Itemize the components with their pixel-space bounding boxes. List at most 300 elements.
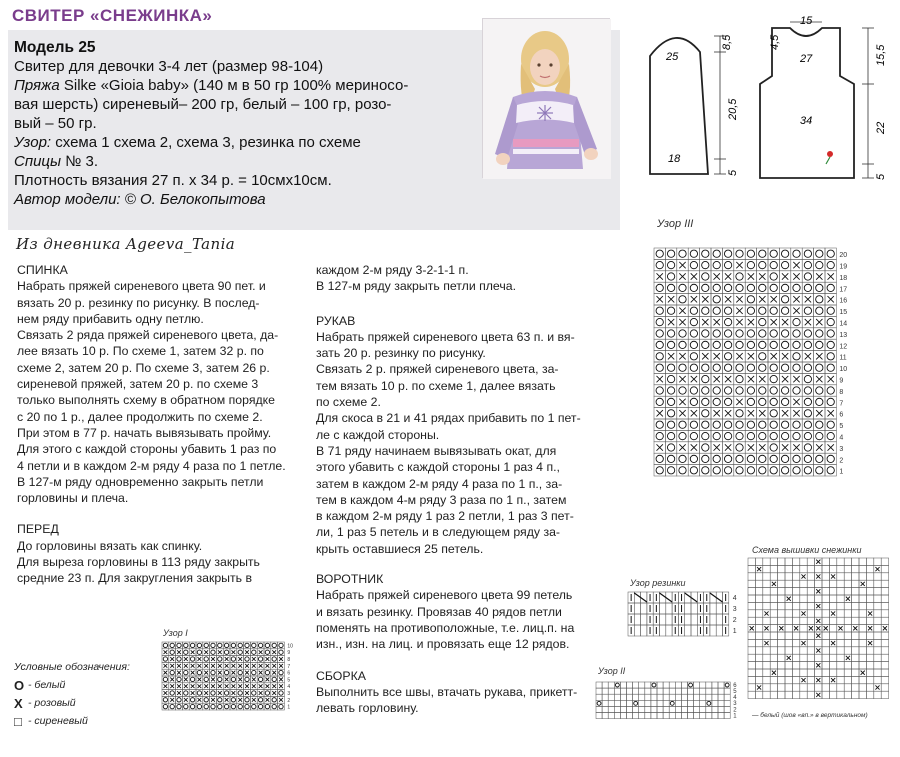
- pink-stitch-mark: [883, 626, 887, 630]
- white-stitch-mark: [781, 250, 788, 257]
- white-stitch-mark: [224, 643, 228, 647]
- grid-cell: [859, 573, 866, 580]
- grid-cell: [657, 700, 663, 706]
- pink-stitch-mark: [238, 664, 242, 668]
- grid-cell: [866, 647, 873, 654]
- pink-stitch-mark: [828, 410, 834, 416]
- text-line: вязать 20 р. резинку по рисунку. В послед-: [17, 295, 260, 310]
- grid-cell: [614, 700, 620, 706]
- grid-cell: [807, 588, 814, 595]
- grid-cell: [688, 694, 694, 700]
- pink-stitch-mark: [748, 353, 754, 359]
- white-stitch-mark: [204, 643, 208, 647]
- row-number-label: 2: [732, 617, 737, 624]
- pink-stitch-mark: [197, 677, 201, 681]
- grid-cell: [859, 617, 866, 624]
- pink-stitch-mark: [748, 273, 754, 279]
- grid-cell: [763, 662, 770, 669]
- white-stitch-mark: [238, 704, 242, 708]
- needles-label: Спицы: [14, 153, 62, 170]
- snowflake-note: — белый (шов «вп.» в вертикальном): [752, 712, 868, 719]
- pink-stitch-mark: [805, 353, 811, 359]
- white-stitch-mark: [679, 250, 686, 257]
- grid-cell: [770, 676, 777, 683]
- pink-stitch-mark: [782, 410, 788, 416]
- grid-cell: [763, 588, 770, 595]
- grid-cell: [602, 706, 608, 712]
- grid-cell: [688, 688, 694, 694]
- sleeve-length-dim: 20,5: [727, 98, 739, 120]
- white-stitch-mark: [747, 467, 754, 474]
- grid-cell: [614, 688, 620, 694]
- text-line: Набрать пряжей сиреневого цвета 90 пет. и: [17, 279, 266, 294]
- grid-cell: [663, 713, 669, 719]
- width-dim: 34: [800, 115, 813, 127]
- pink-stitch-mark: [191, 691, 195, 695]
- grid-cell: [770, 625, 777, 632]
- grid-cell: [778, 662, 785, 669]
- model-label: Модель 25: [14, 39, 96, 56]
- grid-cell: [748, 684, 755, 691]
- white-stitch-mark: [747, 250, 754, 257]
- white-stitch-mark: [690, 432, 697, 439]
- row-number-label: 4: [733, 695, 737, 702]
- grid-cell: [852, 588, 859, 595]
- grid-cell: [881, 676, 888, 683]
- grid-cell: [881, 558, 888, 565]
- white-stitch-mark: [724, 398, 731, 405]
- white-stitch-mark: [702, 375, 709, 382]
- white-stitch-mark: [656, 387, 663, 394]
- grid-cell: [666, 614, 672, 625]
- text-line: горловины и плеча.: [17, 491, 129, 506]
- pink-stitch-mark: [218, 650, 222, 654]
- grid-cell: [852, 684, 859, 691]
- grid-cell: [657, 713, 663, 719]
- grid-cell: [837, 669, 844, 676]
- pink-stitch-mark: [824, 626, 828, 630]
- white-stitch-mark: [713, 284, 720, 291]
- grid-cell: [866, 691, 873, 698]
- white-stitch-mark: [793, 341, 800, 348]
- grid-cell: [822, 602, 829, 609]
- grid-cell: [874, 580, 881, 587]
- pink-stitch-mark: [211, 664, 215, 668]
- white-stitch-mark: [690, 330, 697, 337]
- white-stitch-mark: [770, 455, 777, 462]
- pink-stitch-mark: [679, 444, 685, 450]
- pink-stitch-mark: [868, 641, 872, 645]
- grid-cell: [829, 617, 836, 624]
- pink-stitch-mark: [163, 650, 167, 654]
- grid-cell: [881, 617, 888, 624]
- grid-cell: [639, 688, 645, 694]
- grid-cell: [852, 595, 859, 602]
- grid-cell: [645, 713, 651, 719]
- grid-cell: [859, 647, 866, 654]
- pink-stitch-mark: [736, 262, 742, 268]
- white-stitch-mark: [265, 691, 269, 695]
- white-stitch-mark: [827, 364, 834, 371]
- grid-cell: [785, 617, 792, 624]
- grid-cell: [770, 588, 777, 595]
- white-stitch-mark: [724, 353, 731, 360]
- body-schematic: [756, 14, 894, 188]
- white-stitch-mark: [656, 455, 663, 462]
- pink-stitch-mark: [875, 567, 879, 571]
- pink-stitch-mark: [782, 273, 788, 279]
- white-stitch-mark: [702, 398, 709, 405]
- grid-cell: [800, 595, 807, 602]
- sleeve-text: [316, 329, 606, 557]
- grid-cell: [778, 558, 785, 565]
- pink-stitch-mark: [225, 664, 229, 668]
- grid-cell: [645, 694, 651, 700]
- white-stitch-mark: [759, 455, 766, 462]
- pink-stitch-mark: [177, 691, 181, 695]
- grid-cell: [748, 676, 755, 683]
- sleeve-schematic: [636, 16, 746, 188]
- pink-stitch-mark: [191, 671, 195, 675]
- grid-cell: [792, 669, 799, 676]
- grid-cell: [645, 688, 651, 694]
- white-stitch-mark: [804, 273, 811, 280]
- white-stitch-mark: [713, 398, 720, 405]
- left-column: [17, 262, 302, 587]
- grid-cell: [844, 588, 851, 595]
- white-stitch-mark: [597, 701, 601, 705]
- white-stitch-mark: [265, 650, 269, 654]
- white-stitch-mark: [713, 330, 720, 337]
- grid-cell: [718, 700, 724, 706]
- white-stitch-mark: [747, 455, 754, 462]
- grid-cell: [778, 691, 785, 698]
- pink-stitch-mark: [779, 626, 783, 630]
- text-line: каждом 2-м ряду 3-2-1-1 п.: [316, 263, 469, 277]
- white-stitch-mark: [197, 704, 201, 708]
- pink-stitch-mark: [831, 611, 835, 615]
- grid-cell: [822, 580, 829, 587]
- white-stitch-mark: [667, 410, 674, 417]
- grid-cell: [881, 647, 888, 654]
- row-number-label: 6: [287, 670, 291, 677]
- text-line: тем в каждом 4-м ряду 3 раза по 1 п., затем: [316, 492, 567, 507]
- white-stitch-mark: [747, 261, 754, 268]
- pink-stitch-mark: [238, 684, 242, 688]
- white-stitch-mark: [827, 307, 834, 314]
- white-stitch-mark: [804, 387, 811, 394]
- grid-cell: [874, 602, 881, 609]
- grid-cell: [874, 595, 881, 602]
- grid-cell: [866, 602, 873, 609]
- collar-title: ВОРОТНИК: [316, 572, 384, 587]
- grid-cell: [829, 625, 836, 632]
- grid-cell: [881, 639, 888, 646]
- white-stitch-mark: [670, 701, 674, 705]
- grid-cell: [694, 694, 700, 700]
- grid-cell: [844, 639, 851, 646]
- sleeve-bottom-dim: 18: [668, 153, 681, 165]
- white-stitch-mark: [736, 410, 743, 417]
- grid-cell: [822, 676, 829, 683]
- grid-cell: [651, 706, 657, 712]
- white-stitch-mark: [245, 677, 249, 681]
- white-stitch-mark: [747, 284, 754, 291]
- pink-stitch-mark: [736, 296, 742, 302]
- row-number-label: 8: [287, 657, 291, 664]
- grid-cell: [800, 684, 807, 691]
- row-number-label: 10: [287, 643, 293, 650]
- white-stitch-mark: [679, 341, 686, 348]
- white-stitch-mark: [679, 364, 686, 371]
- pink-stitch-mark: [259, 664, 263, 668]
- white-stitch-mark: [679, 296, 686, 303]
- text-line: В 127-м ряду одновременно закрыть петли: [17, 474, 264, 489]
- pink-stitch-mark: [204, 684, 208, 688]
- grid-cell: [645, 706, 651, 712]
- grid-cell: [700, 688, 706, 694]
- grid-cell: [645, 682, 651, 688]
- white-stitch-mark: [656, 364, 663, 371]
- grid-cell: [724, 713, 730, 719]
- grid-cell: [866, 669, 873, 676]
- grid-cell: [852, 676, 859, 683]
- white-stitch-mark: [667, 364, 674, 371]
- white-stitch-mark: [679, 284, 686, 291]
- grid-cell: [807, 602, 814, 609]
- grid-cell: [829, 691, 836, 698]
- white-stitch-mark: [793, 353, 800, 360]
- pink-stitch-mark: [245, 664, 249, 668]
- white-stitch-mark: [702, 307, 709, 314]
- white-stitch-mark: [689, 683, 693, 687]
- row-number-label: 5: [287, 677, 291, 684]
- pink-stitch-mark: [225, 684, 229, 688]
- white-stitch-mark: [667, 398, 674, 405]
- white-stitch-mark: [170, 670, 174, 674]
- white-stitch-mark: [231, 677, 235, 681]
- grid-cell: [815, 684, 822, 691]
- white-stitch-mark: [827, 398, 834, 405]
- white-stitch-mark: [184, 643, 188, 647]
- grid-cell: [859, 654, 866, 661]
- white-stitch-mark: [707, 701, 711, 705]
- grid-cell: [874, 558, 881, 565]
- white-stitch-mark: [634, 701, 638, 705]
- white-stitch-mark: [667, 375, 674, 382]
- grid-cell: [602, 694, 608, 700]
- grid-cell: [800, 580, 807, 587]
- grid-cell: [837, 595, 844, 602]
- white-stitch-mark: [272, 698, 276, 702]
- grid-cell: [694, 706, 700, 712]
- pink-stitch-mark: [759, 376, 765, 382]
- grid-cell: [657, 706, 663, 712]
- grid-cell: [859, 588, 866, 595]
- pink-stitch-mark: [218, 691, 222, 695]
- snowflake-title: Схема вышивки снежинки: [752, 545, 862, 555]
- white-stitch-mark: [690, 455, 697, 462]
- grid-cell: [675, 706, 681, 712]
- grid-cell: [641, 614, 647, 625]
- grid-cell: [681, 713, 687, 719]
- grid-cell: [627, 706, 633, 712]
- pink-stitch-mark: [793, 308, 799, 314]
- grid-cell: [807, 654, 814, 661]
- pink-stitch-mark: [725, 273, 731, 279]
- grid-cell: [844, 691, 851, 698]
- white-stitch-mark: [804, 410, 811, 417]
- grid-cell: [763, 602, 770, 609]
- white-stitch-mark: [793, 318, 800, 325]
- white-stitch-mark: [736, 467, 743, 474]
- grid-cell: [770, 684, 777, 691]
- white-stitch-mark: [279, 643, 283, 647]
- grid-cell: [770, 691, 777, 698]
- pink-stitch-mark: [875, 685, 879, 689]
- grid-cell: [852, 610, 859, 617]
- assembly-text: [316, 684, 606, 717]
- grid-cell: [859, 558, 866, 565]
- grid-cell: [859, 639, 866, 646]
- pink-stitch-mark: [793, 399, 799, 405]
- grid-cell: [800, 588, 807, 595]
- grid-cell: [608, 713, 614, 719]
- grid-cell: [829, 632, 836, 639]
- grid-cell: [706, 694, 712, 700]
- pink-stitch-mark: [809, 626, 813, 630]
- pink-stitch-mark: [163, 664, 167, 668]
- pink-stitch-mark: [816, 604, 820, 608]
- grid-cell: [881, 662, 888, 669]
- white-stitch-mark: [252, 691, 256, 695]
- rib-dim: 5: [875, 173, 887, 180]
- white-stitch-mark: [827, 467, 834, 474]
- grid-cell: [620, 682, 626, 688]
- text-line: Выполнить все швы, втачать рукава, прикетт-: [316, 684, 578, 699]
- white-stitch-mark: [736, 341, 743, 348]
- grid-cell: [718, 694, 724, 700]
- grid-cell: [792, 632, 799, 639]
- white-stitch-mark: [816, 341, 823, 348]
- sleeve-title: РУКАВ: [316, 313, 356, 328]
- white-stitch-mark: [747, 432, 754, 439]
- grid-cell: [778, 654, 785, 661]
- pink-stitch-mark: [816, 589, 820, 593]
- white-stitch-mark: [793, 421, 800, 428]
- white-stitch-mark: [804, 444, 811, 451]
- pink-stitch-mark: [231, 650, 235, 654]
- white-stitch-mark: [793, 330, 800, 337]
- grid-cell: [778, 588, 785, 595]
- grid-cell: [852, 558, 859, 565]
- grid-cell: [866, 595, 873, 602]
- white-stitch-mark: [724, 307, 731, 314]
- white-stitch-mark: [736, 375, 743, 382]
- white-stitch-mark: [656, 398, 663, 405]
- needles-line: [14, 152, 479, 171]
- row-number-label: 13: [839, 331, 848, 339]
- grid-cell: [688, 706, 694, 712]
- text-line: в каждом 2-м ряду 1 раз 2 петли, 1 раз 3 пет-: [316, 509, 574, 524]
- grid-cell: [881, 691, 888, 698]
- white-stitch-mark: [184, 691, 188, 695]
- white-stitch-mark: [713, 421, 720, 428]
- pink-stitch-mark: [816, 626, 820, 630]
- pink-stitch-mark: [238, 657, 242, 661]
- grid-cell: [691, 614, 697, 625]
- grid-cell: [755, 558, 762, 565]
- grid-cell: [700, 706, 706, 712]
- pink-stitch-mark: [764, 641, 768, 645]
- white-stitch-mark: [816, 432, 823, 439]
- grid-cell: [859, 676, 866, 683]
- grid-cell: [778, 669, 785, 676]
- white-stitch-mark: [690, 250, 697, 257]
- grid-cell: [800, 691, 807, 698]
- white-stitch-mark: [238, 643, 242, 647]
- white-stitch-mark: [816, 364, 823, 371]
- white-stitch-mark: [770, 364, 777, 371]
- pink-stitch-mark: [714, 353, 720, 359]
- white-stitch-mark: [759, 353, 766, 360]
- grid-cell: [852, 654, 859, 661]
- grid-cell: [792, 573, 799, 580]
- grid-cell: [837, 580, 844, 587]
- pink-stitch-mark: [231, 691, 235, 695]
- pink-stitch-mark: [668, 296, 674, 302]
- row-number-label: 2: [733, 707, 737, 714]
- grid-cell: [837, 691, 844, 698]
- rib-chart: [626, 588, 746, 652]
- row-number-label: 9: [839, 377, 844, 385]
- legend-label-pink: - розовый: [28, 697, 76, 709]
- white-stitch-mark: [170, 650, 174, 654]
- grid-cell: [657, 694, 663, 700]
- text-line: крыть оставшиеся 25 петель.: [316, 541, 484, 556]
- white-stitch-mark: [211, 670, 215, 674]
- grid-cell: [602, 713, 608, 719]
- white-stitch-mark: [816, 387, 823, 394]
- white-stitch-mark: [770, 284, 777, 291]
- grid-cell: [881, 565, 888, 572]
- pink-stitch-mark: [828, 376, 834, 382]
- white-stitch-mark: [804, 455, 811, 462]
- grid-cell: [706, 713, 712, 719]
- grid-cell: [710, 614, 716, 625]
- pink-stitch-mark: [177, 671, 181, 675]
- white-stitch-mark: [702, 432, 709, 439]
- white-stitch-mark: [713, 364, 720, 371]
- white-stitch-mark: [170, 643, 174, 647]
- grid-cell: [639, 706, 645, 712]
- grid-cell: [807, 632, 814, 639]
- grid-cell: [755, 632, 762, 639]
- grid-cell: [716, 625, 722, 636]
- row-number-label: 5: [733, 688, 737, 695]
- snowflake-chart: [748, 556, 890, 708]
- pink-stitch-mark: [657, 444, 663, 450]
- grid-cell: [844, 662, 851, 669]
- grid-cell: [844, 625, 851, 632]
- grid-cell: [763, 617, 770, 624]
- white-stitch-mark: [184, 670, 188, 674]
- white-stitch-mark: [770, 444, 777, 451]
- length-dim: 22: [875, 121, 887, 134]
- grid-cell: [792, 617, 799, 624]
- grid-cell: [844, 647, 851, 654]
- pink-stitch-mark: [259, 671, 263, 675]
